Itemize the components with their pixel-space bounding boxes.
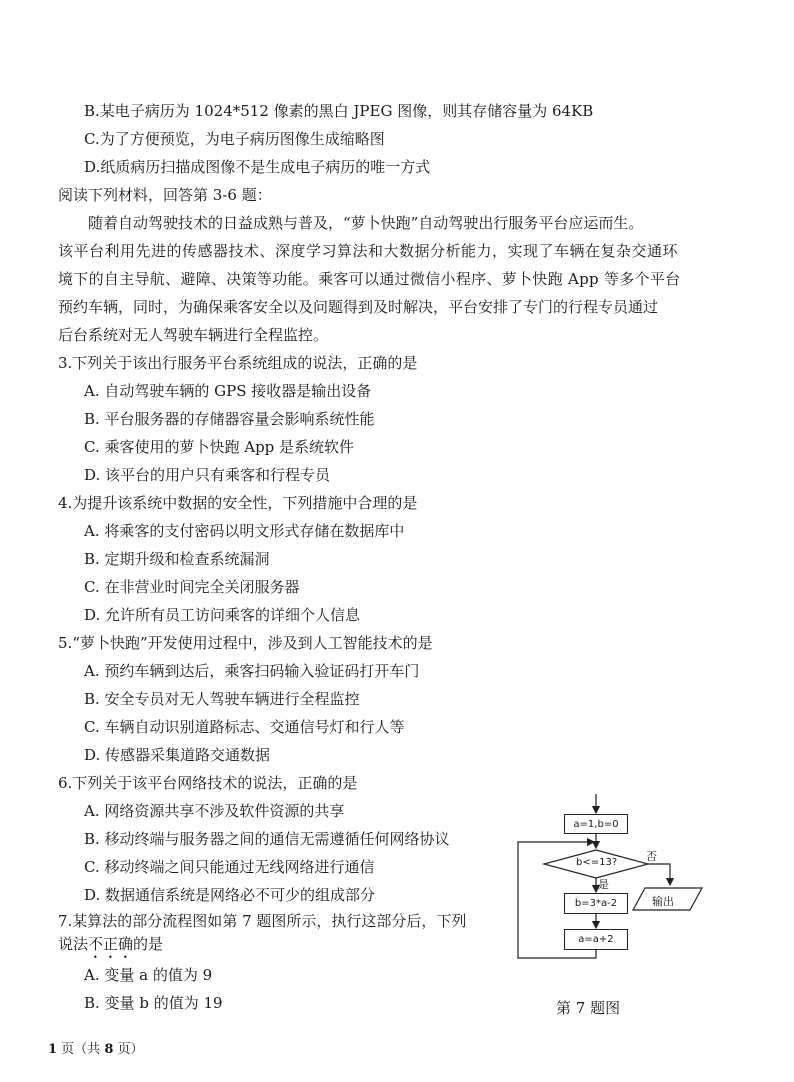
passage-line: 随着自动驾驶技术的日益成熟与普及，“萝卜快跑”自动驾驶出行服务平台应运而生。 [88,214,644,232]
q2-option-b: B.某电子病历为 1024*512 像素的黑白 JPEG 图像，则其存储容量为 64KB [84,102,594,120]
page-total: 8 [104,1042,114,1057]
reading-intro: 阅读下列材料，回答第 3-6 题： [58,186,272,204]
page-number: 1 [48,1042,58,1057]
q3-stem: 3.下列关于该出行服务平台系统组成的说法，正确的是 [58,354,418,372]
q2-option-d: D.纸质病历扫描成图像不是生成电子病历的唯一方式 [84,158,431,176]
q3-option-a: A. 自动驾驶车辆的 GPS 接收器是输出设备 [84,382,372,400]
q4-stem: 4.为提升该系统中数据的安全性，下列措施中合理的是 [58,494,418,512]
flowchart-init-box: a=1,b=0 [564,814,628,834]
flowchart-step1-box: b=3*a-2 [564,893,628,914]
passage-line: 境下的自主导航、避障、决策等功能。乘客可以通过微信小程序、萝卜快跑 App 等多个平台 [58,270,681,288]
flowchart-yes-label: 是 [598,878,609,891]
q7-stem-emphasis: 不正确 [88,935,134,953]
q6-stem: 6.下列关于该平台网络技术的说法，正确的是 [58,774,358,792]
q7-stem-line2 [58,934,163,962]
q7-stem-post: 的是 [133,935,164,953]
q4-option-c: C. 在非营业时间完全关闭服务器 [84,578,300,596]
q4-option-d: D. 允许所有员工访问乘客的详细个人信息 [84,606,361,624]
page-footer [48,1040,144,1060]
q2-option-c: C.为了方便预览，为电子病历图像生成缩略图 [84,130,385,148]
page-text: 页（共 [57,1042,105,1057]
q7-stem-line1: 7.某算法的部分流程图如第 7 题图所示，执行这部分后，下列 [58,912,467,930]
q3-option-d: D. 该平台的用户只有乘客和行程专员 [84,466,331,484]
q7-stem-pre: 说法 [58,935,89,953]
flowchart-output: 输出 [652,895,674,908]
q6-option-c: C. 移动终端之间只能通过无线网络进行通信 [84,858,375,876]
q3-option-c: C. 乘客使用的萝卜快跑 App 是系统软件 [84,438,355,456]
flowchart-step2-box: a=a+2 [564,929,628,950]
q3-option-b: B. 平台服务器的存储器容量会影响系统性能 [84,410,375,428]
flowchart-condition: b<=13? [576,857,618,868]
q5-option-a: A. 预约车辆到达后，乘客扫码输入验证码打开车门 [84,662,420,680]
passage-line: 后台系统对无人驾驶车辆进行全程监控。 [58,326,329,344]
passage-line: 该平台利用先进的传感器技术、深度学习算法和大数据分析能力，实现了车辆在复杂交通环 [58,242,679,260]
q7-option-a: A. 变量 a 的值为 9 [84,966,213,984]
flowchart-no-label: 否 [646,850,657,863]
q6-option-b: B. 移动终端与服务器之间的通信无需遵循任何网络协议 [84,830,450,848]
q4-option-b: B. 定期升级和检查系统漏洞 [84,550,270,568]
q5-option-b: B. 安全专员对无人驾驶车辆进行全程监控 [84,690,360,708]
flowchart [510,790,730,970]
q4-option-a: A. 将乘客的支付密码以明文形式存储在数据库中 [84,522,405,540]
q5-option-d: D. 传感器采集道路交通数据 [84,746,271,764]
passage-line: 预约车辆，同时，为确保乘客安全以及问题得到及时解决，平台安排了专门的行程专员通过 [58,298,659,316]
flowchart-caption: 第 7 题图 [556,999,621,1017]
page-end: 页） [113,1042,144,1057]
q5-option-c: C. 车辆自动识别道路标志、交通信号灯和行人等 [84,718,405,736]
q5-stem: 5.“萝卜快跑”开发使用过程中，涉及到人工智能技术的是 [58,634,433,652]
q7-option-b: B. 变量 b 的值为 19 [84,994,223,1012]
q6-option-a: A. 网络资源共享不涉及软件资源的共享 [84,802,345,820]
q6-option-d: D. 数据通信系统是网络必不可少的组成部分 [84,886,376,904]
